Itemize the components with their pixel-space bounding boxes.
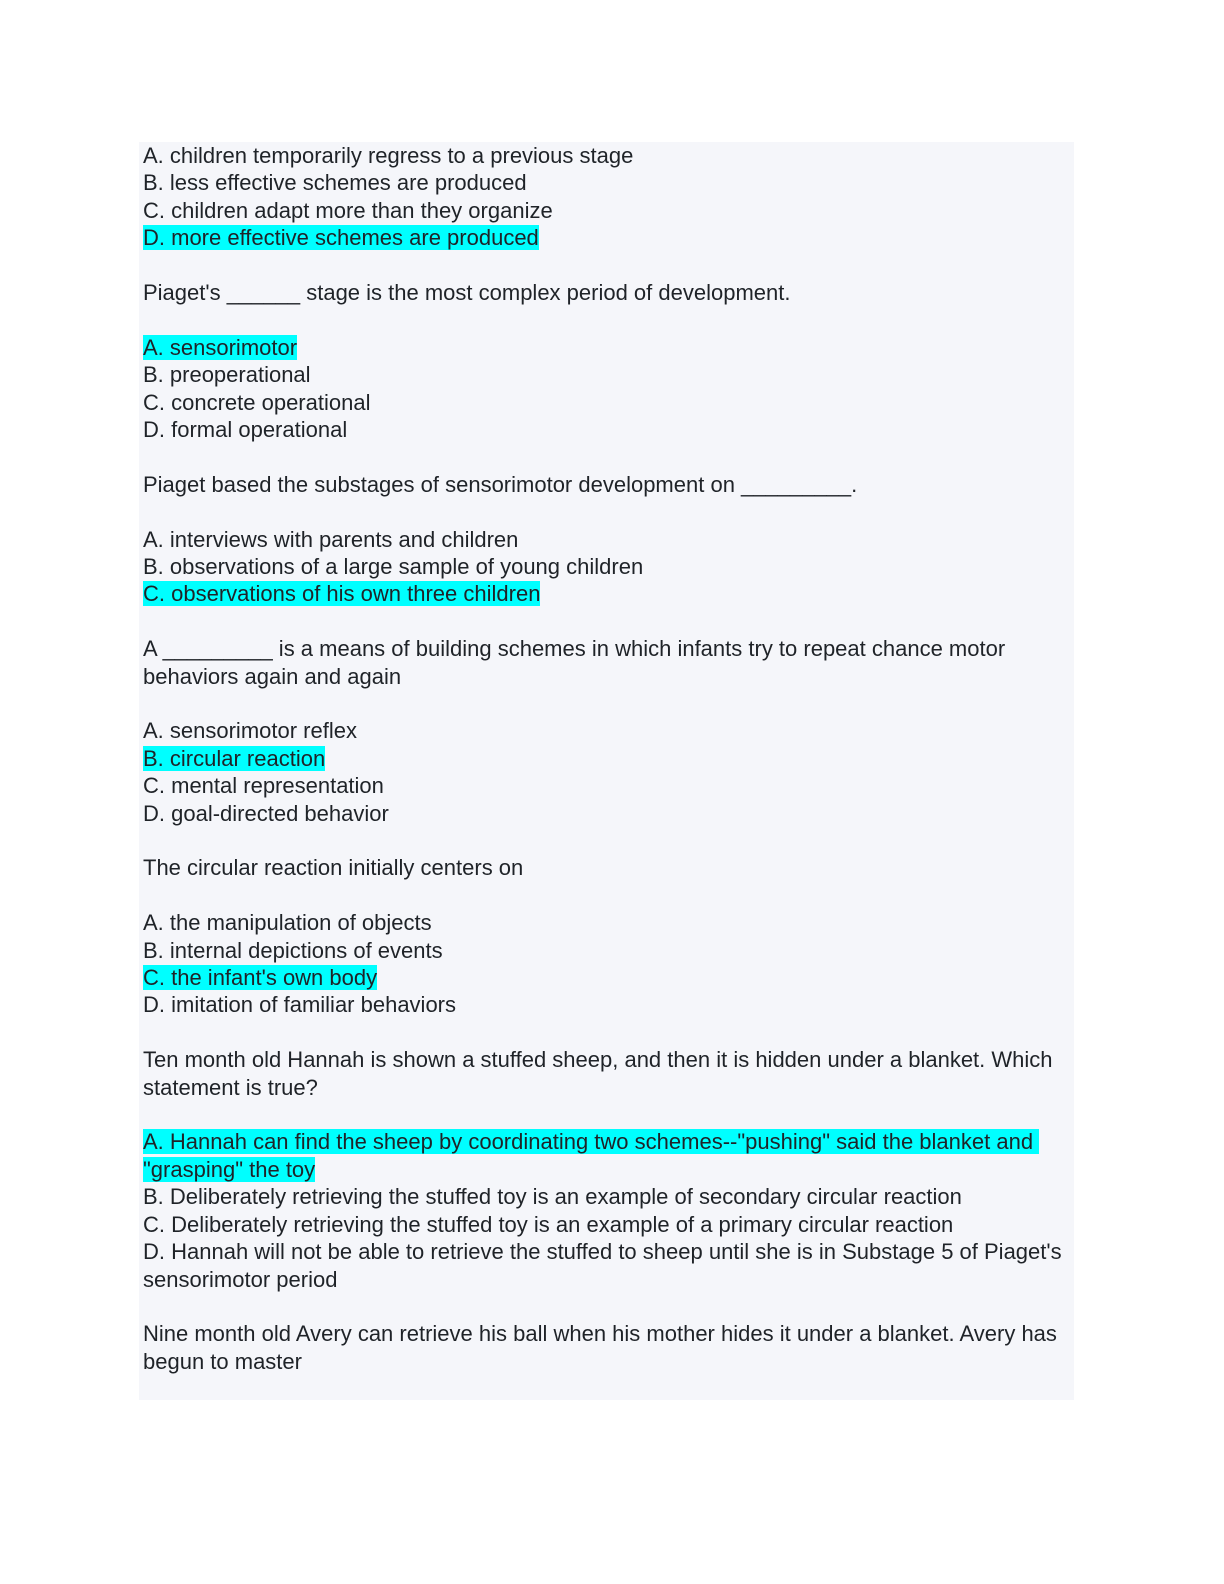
answer-option: D. Hannah will not be able to retrieve the stuffed to sheep until she is in Substage 5 of Piaget's sensorimotor period <box>143 1239 1068 1292</box>
answer-option: B. less effective schemes are produced <box>143 170 527 196</box>
question-block <box>143 471 1068 608</box>
answer-option: A. children temporarily regress to a previous stage <box>143 143 634 168</box>
answer-option: D. goal-directed behavior <box>143 800 389 826</box>
question-block <box>143 142 1068 252</box>
answer-option: B. Deliberately retrieving the stuffed toy is an example of secondary circular reaction <box>143 1184 962 1210</box>
answer-option-highlighted: D. more effective schemes are produced <box>143 225 539 251</box>
question-block <box>143 1320 1068 1375</box>
answer-option: C. children adapt more than they organize <box>143 197 553 223</box>
question-block <box>143 635 1068 827</box>
answer-option: D. formal operational <box>143 417 348 443</box>
answer-option-highlighted: C. observations of his own three children <box>143 581 541 607</box>
answer-option: C. Deliberately retrieving the stuffed toy is an example of a primary circular reaction <box>143 1211 954 1237</box>
answer-option: A. interviews with parents and children <box>143 526 519 552</box>
question-text: Piaget based the substages of sensorimotor development on _________. <box>143 471 858 497</box>
question-text: Nine month old Avery can retrieve his ball when his mother hides it under a blanket. Avery has begun to master <box>143 1321 1064 1374</box>
question-block <box>143 854 1068 1018</box>
answer-option-highlighted: C. the infant's own body <box>143 965 378 991</box>
question-text: Ten month old Hannah is shown a stuffed sheep, and then it is hidden under a blanket. Which statement is true? <box>143 1047 1059 1100</box>
answer-option-highlighted: A. sensorimotor <box>143 334 298 360</box>
quiz-content <box>143 142 1068 1375</box>
answer-option: D. imitation of familiar behaviors <box>143 992 457 1018</box>
answer-option: B. observations of a large sample of young children <box>143 554 644 580</box>
answer-option: A. sensorimotor reflex <box>143 718 357 744</box>
answer-option: C. mental representation <box>143 773 384 799</box>
question-text: A _________ is a means of building schemes in which infants try to repeat chance motor behaviors again and again <box>143 636 1012 689</box>
answer-option: B. internal depictions of events <box>143 937 443 963</box>
answer-option: B. preoperational <box>143 362 311 388</box>
answer-option: C. concrete operational <box>143 389 371 415</box>
question-block <box>143 1046 1068 1293</box>
question-text: Piaget's ______ stage is the most complex period of development. <box>143 280 791 306</box>
question-block <box>143 279 1068 443</box>
answer-option-highlighted: A. Hannah can find the sheep by coordinating two schemes--"pushing" said the blanket and "grasping" the toy <box>143 1129 1040 1182</box>
question-text: The circular reaction initially centers on <box>143 855 524 881</box>
answer-option: A. the manipulation of objects <box>143 910 432 936</box>
answer-option-highlighted: B. circular reaction <box>143 745 326 771</box>
